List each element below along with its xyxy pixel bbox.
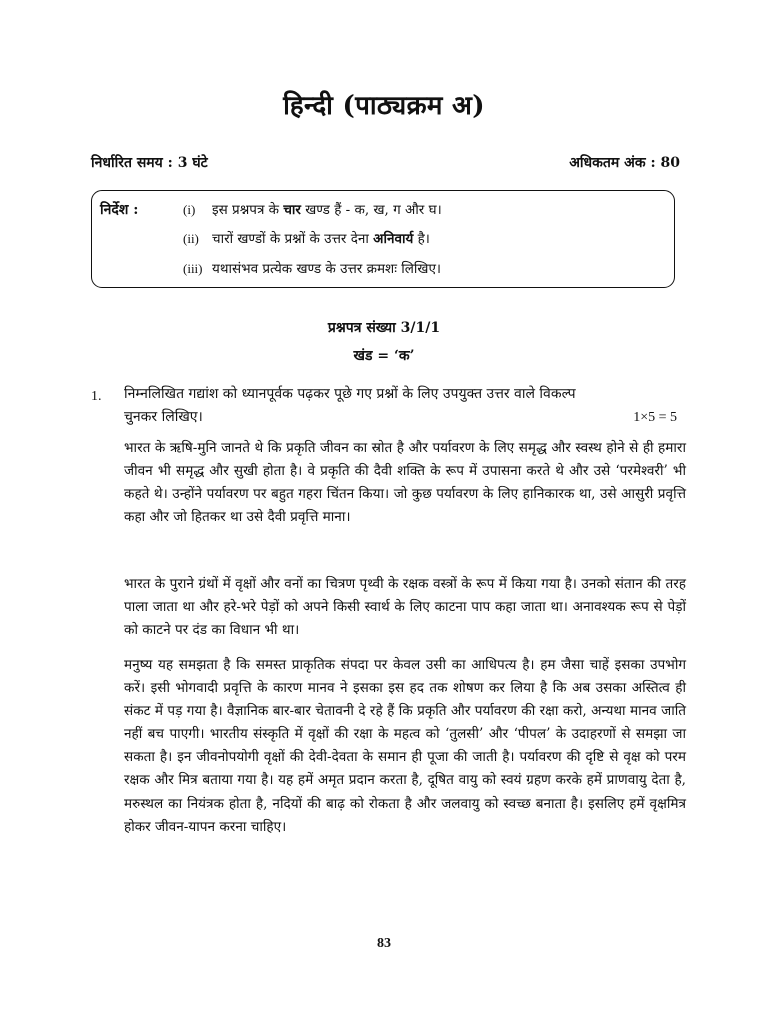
instruction-emphasis: चार xyxy=(283,202,301,218)
page-number: 83 xyxy=(377,936,391,951)
question-number: 1. xyxy=(91,389,102,404)
instruction-item xyxy=(183,200,442,218)
instructions-heading: निर्देश : xyxy=(100,202,139,218)
paper-code: प्रश्नपत्र संख्या 3/1/1 xyxy=(327,320,441,336)
question-text: निम्नलिखित गद्यांश को ध्यानपूर्वक पढ़कर पूछे गए प्रश्नों के लिए उपयुक्त उत्तर वाले विकल्प चुनकर लिखिए। xyxy=(124,386,576,425)
passage-paragraph: भारत के ऋषि-मुनि जानते थे कि प्रकृति जीवन का स्रोत है और पर्यावरण के लिए समृद्ध और स्वस्थ होने से ही हमारा जीवन भी समृद्ध और सुखी होता है। वे प्रकृति की दैवी शक्ति के रूप में उपासना करते थे और उसे ‘परमेश्वरी’ भी कहते थे। उन्होंने पर्यावरण पर बहुत गहरा चिंतन किया। जो कुछ पर्यावरण के लिए हानिकारक था, उसे आसुरी प्रवृत्ति कहा और जो हितकर था उसे दैवी प्रवृत्ति माना। xyxy=(124,440,686,526)
passage-paragraph: भारत के पुराने ग्रंथों में वृक्षों और वनों का चित्रण पृथ्वी के रक्षक वस्त्रों के रूप में किया गया है। उनको संतान की तरह पाला जाता था और हरे-भरे पेड़ों को अपने किसी स्वार्थ के लिए काटना पाप कहा जाता था। अनावश्यक रूप से पेड़ों को काटने पर दंड का विधान भी था। xyxy=(124,576,686,639)
instruction-number: (i) xyxy=(183,202,196,217)
section-heading: खंड = ‘क’ xyxy=(353,348,415,364)
passage-paragraph: मनुष्य यह समझता है कि समस्त प्राकृतिक संपदा पर केवल उसी का आधिपत्य है। हम जैसा चाहें इसका उपभोग करें। इसी भोगवादी प्रवृत्ति के कारण मानव ने इसका इस हद तक शोषण कर लिया है कि अब उसका अस्तित्व ही संकट में पड़ गया है। वैज्ञानिक बार-बार चेतावनी दे रहे हैं कि प्रकृति और पर्यावरण की रक्षा करो, अन्यथा मानव जाति नहीं बच पाएगी। भारतीय संस्कृति में वृक्षों की रक्षा के महत्व को ‘तुलसी’ और ‘पीपल’ के उदाहरणों से समझा जा सकता है। इन जीवनोपयोगी वृक्षों की देवी-देवता के समान ही पूजा की जाती है। पर्यावरण की दृष्टि से वृक्ष को परम रक्षक और मित्र बताया गया है। यह हमें अमृत प्रदान करता है, दूषित वायु को स्वयं ग्रहण करके हमें प्राणवायु देता है, मरुस्थल का नियंत्रक होता है, नदियों की बाढ़ को रोकता है और जलवायु को स्वच्छ बनाता है। इसलिए हमें वृक्षमित्र होकर जीवन-यापन करना चाहिए। xyxy=(124,657,686,835)
instruction-emphasis: अनिवार्य xyxy=(373,231,414,247)
instruction-text: यथासंभव प्रत्येक खण्ड के उत्तर क्रमशः लिखिए। xyxy=(212,261,442,277)
instruction-item xyxy=(183,259,441,277)
maximum-marks: अधिकतम अंक : 80 xyxy=(569,155,680,171)
instruction-item xyxy=(183,229,430,247)
instruction-text: इस प्रश्नपत्र के xyxy=(212,202,284,218)
question-marks: 1×5 = 5 xyxy=(633,410,677,425)
instruction-number: (ii) xyxy=(183,231,199,246)
instruction-number: (iii) xyxy=(183,261,203,276)
instruction-text: है। xyxy=(413,231,430,247)
page-title: हिन्दी (पाठ्यक्रम अ) xyxy=(283,91,485,121)
instruction-text: खण्ड हैं - क, ख, ग और घ। xyxy=(300,202,442,218)
instruction-text: चारों खण्डों के प्रश्नों के उत्तर देना xyxy=(212,231,374,247)
time-allowed: निर्धारित समय : 3 घंटे xyxy=(91,155,208,171)
